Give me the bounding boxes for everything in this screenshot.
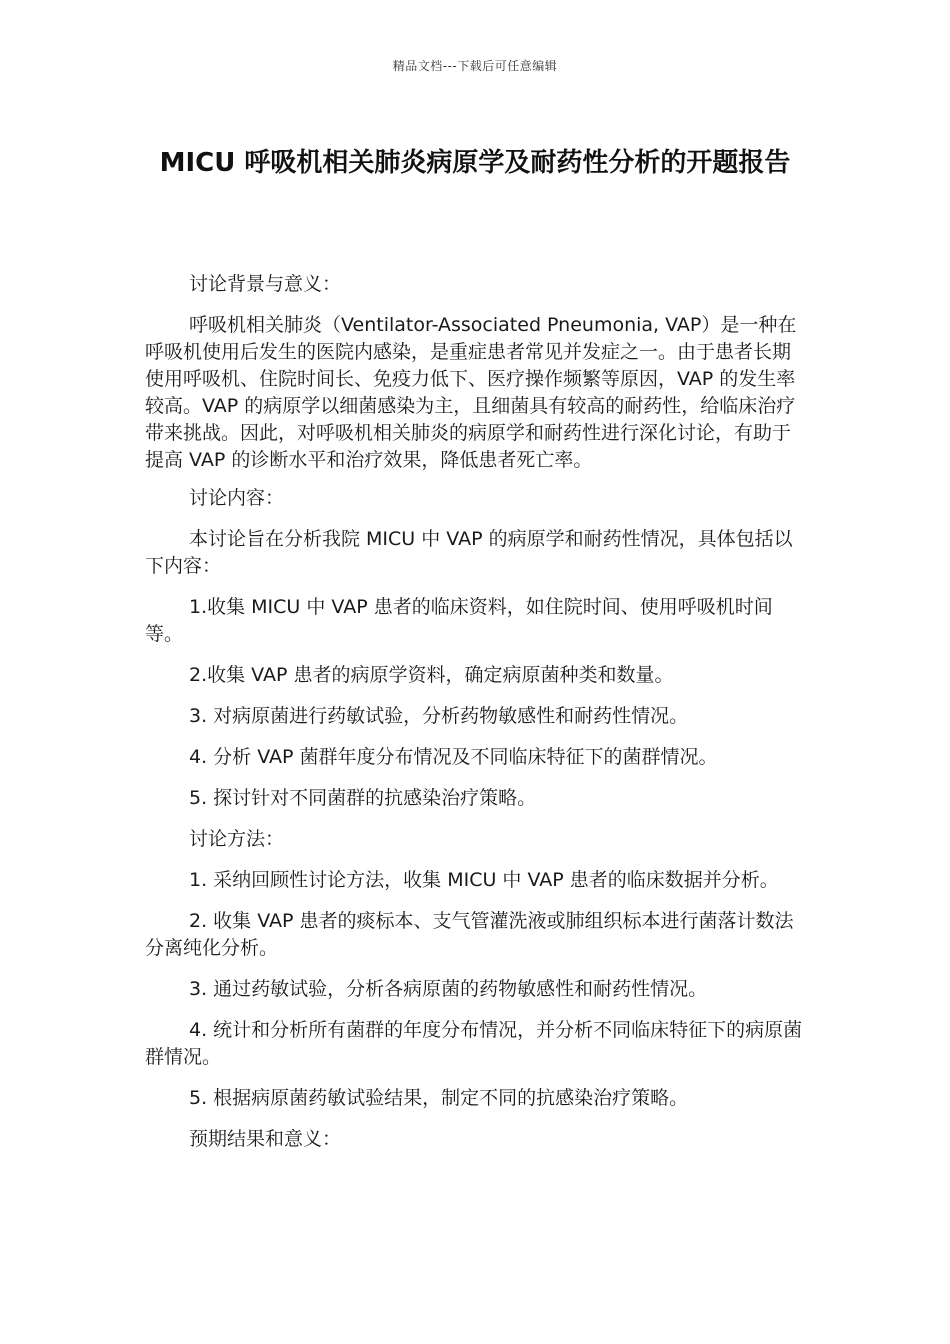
document-title: MICU 呼吸机相关肺炎病原学及耐药性分析的开题报告 — [159, 148, 791, 178]
list-item-content-5: 5. 探讨针对不同菌群的抗感染治疗策略。 — [189, 787, 537, 809]
section-heading-content: 讨论内容： — [189, 487, 285, 509]
list-item-method-3: 3. 通过药敏试验，分析各病原菌的药物敏感性和耐药性情况。 — [189, 978, 708, 1000]
list-item-method-4: 4. 统计和分析所有菌群的年度分布情况，并分析不同临床特征下的病原菌群情况。 — [145, 1019, 803, 1068]
list-item-content-1: 1.收集 MICU 中 VAP 患者的临床资料，如住院时间、使用呼吸机时间等。 — [145, 596, 773, 645]
page-header: 精品文档---下载后可任意编辑 — [392, 59, 558, 73]
list-item-content-3: 3. 对病原菌进行药敏试验，分析药物敏感性和耐药性情况。 — [189, 705, 689, 727]
section-heading-background: 讨论背景与意义： — [189, 273, 342, 295]
document-body — [145, 271, 805, 1153]
list-item-content-4: 4. 分析 VAP 菌群年度分布情况及不同临床特征下的菌群情况。 — [189, 746, 718, 768]
list-item-method-1: 1. 采纳回顾性讨论方法，收集 MICU 中 VAP 患者的临床数据并分析。 — [189, 869, 779, 891]
section-heading-methods: 讨论方法： — [189, 828, 285, 850]
section-heading-expected-results: 预期结果和意义： — [189, 1128, 342, 1150]
list-item-method-2: 2. 收集 VAP 患者的痰标本、支气管灌洗液或肺组织标本进行菌落计数法分离纯化分析。 — [145, 910, 794, 959]
list-item-content-2: 2.收集 VAP 患者的病原学资料，确定病原菌种类和数量。 — [189, 664, 674, 686]
paragraph-background: 呼吸机相关肺炎（Ventilator-Associated Pneumonia, VAP）是一种在呼吸机使用后发生的医院内感染，是重症患者常见并发症之一。由于患者长期使用呼吸机、住院时间长、免疫力低下、医疗操作频繁等原因，VAP 的发生率较高。VAP 的病原学以细菌感染为主，且细菌具有较高的耐药性，给临床治疗带来挑战。因此，对呼吸机相关肺炎的病原学和耐药性进行深化讨论，有助于提高 VAP 的诊断水平和治疗效果，降低患者死亡率。 — [145, 314, 797, 471]
list-item-method-5: 5. 根据病原菌药敏试验结果，制定不同的抗感染治疗策略。 — [189, 1087, 689, 1109]
paragraph-content-intro: 本讨论旨在分析我院 MICU 中 VAP 的病原学和耐药性情况，具体包括以下内容： — [145, 528, 793, 577]
